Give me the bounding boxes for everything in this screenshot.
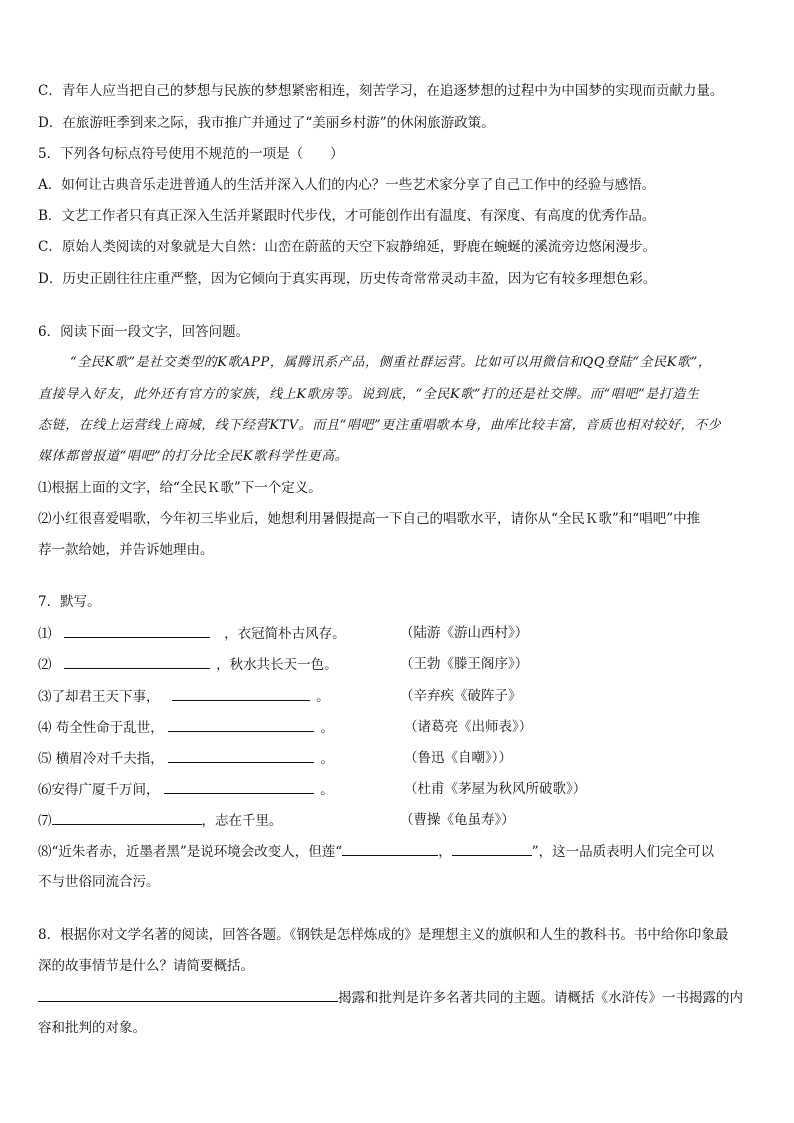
- q7-stem: 7．默写。: [38, 594, 101, 610]
- answer-blank[interactable]: [342, 841, 438, 856]
- q7-item-2: ⑵ ，秋水共长天一色。: [38, 654, 338, 675]
- answer-blank[interactable]: [164, 779, 314, 794]
- q6-stem: 6．阅读下面一段文字，回答问题。: [38, 324, 250, 340]
- answer-blank[interactable]: [168, 717, 314, 732]
- answer-blank[interactable]: [452, 841, 532, 856]
- q5-option-b: B．文艺工作者只有真正深入生活并紧跟时代步伐，才可能创作出有温度、有深度、有高度的优秀作品。: [38, 208, 656, 224]
- q6-passage-line: 态链，在线上运营线上商城，线下经营KTV。而且“唱吧”更注重唱歌本身，曲库比较丰富，音质也相对较好，不少: [38, 418, 722, 433]
- q7-item-8: ⑻“近朱者赤，近墨者黑”是说环境会改变人，但莲“ ， ”，这一品质表明人们完全可以: [38, 841, 714, 862]
- q6-sub-question-2-cont: 荐一款给她，并告诉她理由。: [38, 542, 214, 558]
- q5-option-a: A．如何让古典音乐走进普通人的生活并深入人们的内心？一些艺术家分享了自己工作中的经验与感悟。: [38, 177, 656, 193]
- q7-source: （诸葛亮《出师表》）: [404, 719, 533, 735]
- q4-option-c: C．青年人应当把自己的梦想与民族的梦想紧密相连，刻苦学习，在追逐梦想的过程中为中国梦的实现而贡献力量。: [38, 83, 724, 99]
- q5-option-d: D．历史正剧往往庄重严整，因为它倾向于真实再现，历史传奇常常灵动丰盈，因为它有较多理想色彩。: [38, 271, 657, 287]
- q7-source: （鲁迅《自嘲》））: [404, 750, 512, 766]
- answer-blank[interactable]: [52, 810, 202, 825]
- q7-source: （陆游《游山西村》）: [400, 625, 529, 641]
- q7-item-1: ⑴ ，衣冠简朴古风存。: [38, 623, 346, 644]
- q7-item-3: ⑶了却君王天下事， 。: [38, 686, 330, 707]
- q7-item-6: ⑹安得广厦千万间， 。: [38, 779, 334, 800]
- q8-stem-cont: 深的故事情节是什么？请简要概括。: [38, 958, 254, 974]
- q7-item-7: ⑺ ，志在千里。: [38, 810, 283, 831]
- q7-item-8-cont: 不与世俗同流合污。: [38, 874, 160, 890]
- answer-blank[interactable]: [64, 623, 210, 638]
- q5-option-c: C．原始人类阅读的对象就是大自然：山峦在蔚蓝的天空下寂静绵延，野鹿在蜿蜒的溪流旁边悠闲漫步。: [38, 239, 656, 255]
- q6-passage-line: 媒体都曾报道“唱吧”的打分比全民K歌科学性更高。: [38, 449, 349, 464]
- answer-blank[interactable]: [38, 987, 338, 1002]
- q6-sub-question-1: ⑴根据上面的文字，给“全民Ｋ歌”下一个定义。: [38, 480, 322, 496]
- q8-sub-question: 揭露和批判是许多名著共同的主题。请概括《水浒传》一书揭露的内: [38, 987, 743, 1008]
- q7-item-5: ⑸ 横眉冷对千夫指， 。: [38, 748, 334, 769]
- q5-stem: 5．下列各句标点符号使用不规范的一项是（ ）: [38, 146, 344, 162]
- q6-sub-question-2: ⑵小红很喜爱唱歌，今年初三毕业后，她想利用暑假提高一下自己的唱歌水平，请你从“全民Ｋ歌”和“唱吧”中推: [38, 511, 701, 527]
- q6-passage-line: “全民K歌”是社交类型的K歌APP，属腾讯系产品，侧重社群运营。比如可以用微信和QQ登陆“全民K歌”，: [70, 355, 712, 370]
- answer-blank[interactable]: [168, 748, 314, 763]
- q8-stem: 8．根据你对文学名著的阅读，回答各题。《钢铁是怎样炼成的》是理想主义的旗帜和人生的教科书。书中给你印象最: [38, 927, 729, 943]
- q7-source: （辛弃疾《破阵子》: [400, 688, 522, 704]
- answer-blank[interactable]: [172, 686, 310, 701]
- q7-source: （杜甫《茅屋为秋风所破歌》）: [404, 781, 587, 797]
- q7-source: （王勃《滕王阁序》）: [400, 656, 529, 672]
- q6-passage-line: 直接导入好友，此外还有官方的家族，线上K歌房等。说到底，“全民K歌”打的还是社交牌。而“唱吧”是打造生: [38, 387, 700, 402]
- q7-item-4: ⑷ 苟全性命于乱世， 。: [38, 717, 334, 738]
- q4-option-d: D．在旅游旺季到来之际，我市推广并通过了“美丽乡村游”的休闲旅游政策。: [38, 115, 495, 131]
- answer-blank[interactable]: [64, 654, 210, 669]
- q7-source: （曹操《龟虽寿》）: [400, 812, 515, 828]
- q8-sub-question-cont: 容和批判的对象。: [38, 1020, 146, 1036]
